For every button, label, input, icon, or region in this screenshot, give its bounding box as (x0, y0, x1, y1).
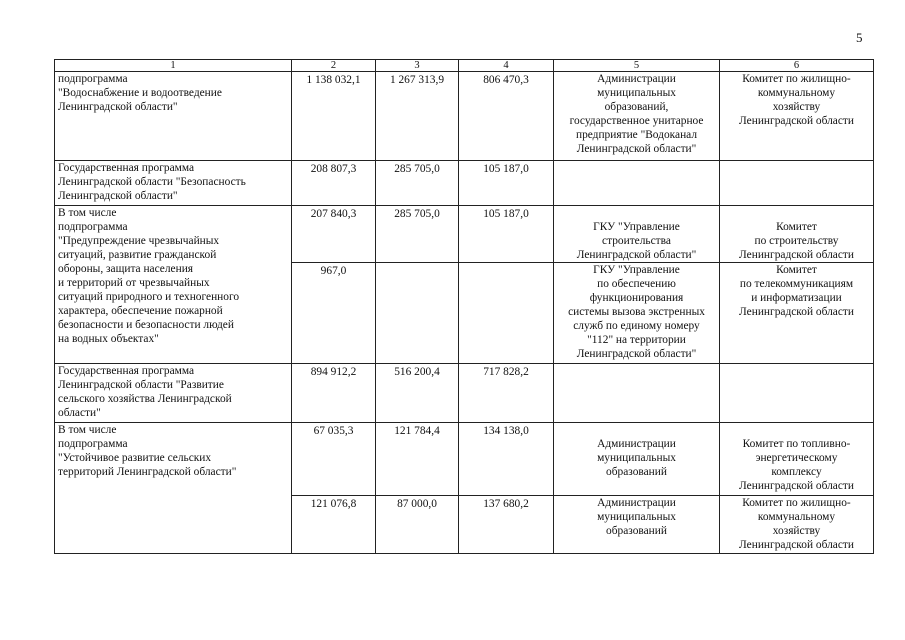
responsible-cell: Комитет по телекоммуникациям и информатизации Ленинградской области (720, 263, 874, 364)
executor-cell (554, 364, 720, 423)
executor-cell: ГКУ "Управление строительства Ленинградской области" (554, 206, 720, 263)
page-number: 5 (856, 30, 863, 45)
amount-cell: 894 912,2 (292, 364, 376, 423)
executor-cell (554, 161, 720, 206)
amount-cell: 207 840,3 (292, 206, 376, 263)
table-row (55, 72, 874, 161)
amount-cell: 208 807,3 (292, 161, 376, 206)
table-row (55, 161, 874, 206)
responsible-cell: Комитет по топливно- энергетическому комплексу Ленинградской области (720, 423, 874, 496)
responsible-cell: Комитет по жилищно- коммунальному хозяйству Ленинградской области (720, 72, 874, 161)
amount-cell: 717 828,2 (459, 364, 554, 423)
amount-cell: 1 267 313,9 (376, 72, 459, 161)
header-cell: 5 (554, 60, 720, 72)
header-cell: 3 (376, 60, 459, 72)
amount-cell: 121 784,4 (376, 423, 459, 496)
header-cell: 2 (292, 60, 376, 72)
executor-cell: Администрации муниципальных образований, государственное унитарное предприятие "Водоканал Ленинградской области" (554, 72, 720, 161)
program-name-cell: В том числе подпрограмма "Устойчивое развитие сельских территорий Ленинградской области" (55, 423, 292, 554)
amount-cell: 967,0 (292, 263, 376, 364)
amount-cell: 137 680,2 (459, 496, 554, 554)
executor-cell: Администрации муниципальных образований (554, 423, 720, 496)
amount-cell (376, 263, 459, 364)
amount-cell: 105 187,0 (459, 206, 554, 263)
amount-cell: 516 200,4 (376, 364, 459, 423)
program-name-cell: Государственная программа Ленинградской области "Развитие сельского хозяйства Ленинградской области" (55, 364, 292, 423)
table-row (55, 364, 874, 423)
amount-cell: 105 187,0 (459, 161, 554, 206)
header-cell: 4 (459, 60, 554, 72)
table-row (55, 423, 874, 496)
amount-cell: 87 000,0 (376, 496, 459, 554)
header-cell: 1 (55, 60, 292, 72)
program-name-cell: В том числе подпрограмма "Предупреждение чрезвычайных ситуаций, развитие гражданской обороны, защита населения и территорий от чрезвычайных ситуаций природного и техногенного характера, обеспечение пожарной безопасности и безопасности людей на водных объектах" (55, 206, 292, 364)
responsible-cell: Комитет по строительству Ленинградской области (720, 206, 874, 263)
header-cell: 6 (720, 60, 874, 72)
amount-cell: 121 076,8 (292, 496, 376, 554)
program-name-cell: подпрограмма "Водоснабжение и водоотведение Ленинградской области" (55, 72, 292, 161)
responsible-cell: Комитет по жилищно- коммунальному хозяйству Ленинградской области (720, 496, 874, 554)
header-row (55, 60, 874, 72)
amount-cell: 134 138,0 (459, 423, 554, 496)
table-row (55, 206, 874, 263)
budget-table (54, 59, 874, 554)
program-name-cell: Государственная программа Ленинградской области "Безопасность Ленинградской области" (55, 161, 292, 206)
amount-cell: 1 138 032,1 (292, 72, 376, 161)
amount-cell: 285 705,0 (376, 161, 459, 206)
executor-cell: ГКУ "Управление по обеспечению функционирования системы вызова экстренных служб по единому номеру "112" на территории Ленинградской области" (554, 263, 720, 364)
amount-cell: 285 705,0 (376, 206, 459, 263)
amount-cell: 806 470,3 (459, 72, 554, 161)
executor-cell: Администрации муниципальных образований (554, 496, 720, 554)
amount-cell: 67 035,3 (292, 423, 376, 496)
amount-cell (459, 263, 554, 364)
responsible-cell (720, 161, 874, 206)
responsible-cell (720, 364, 874, 423)
